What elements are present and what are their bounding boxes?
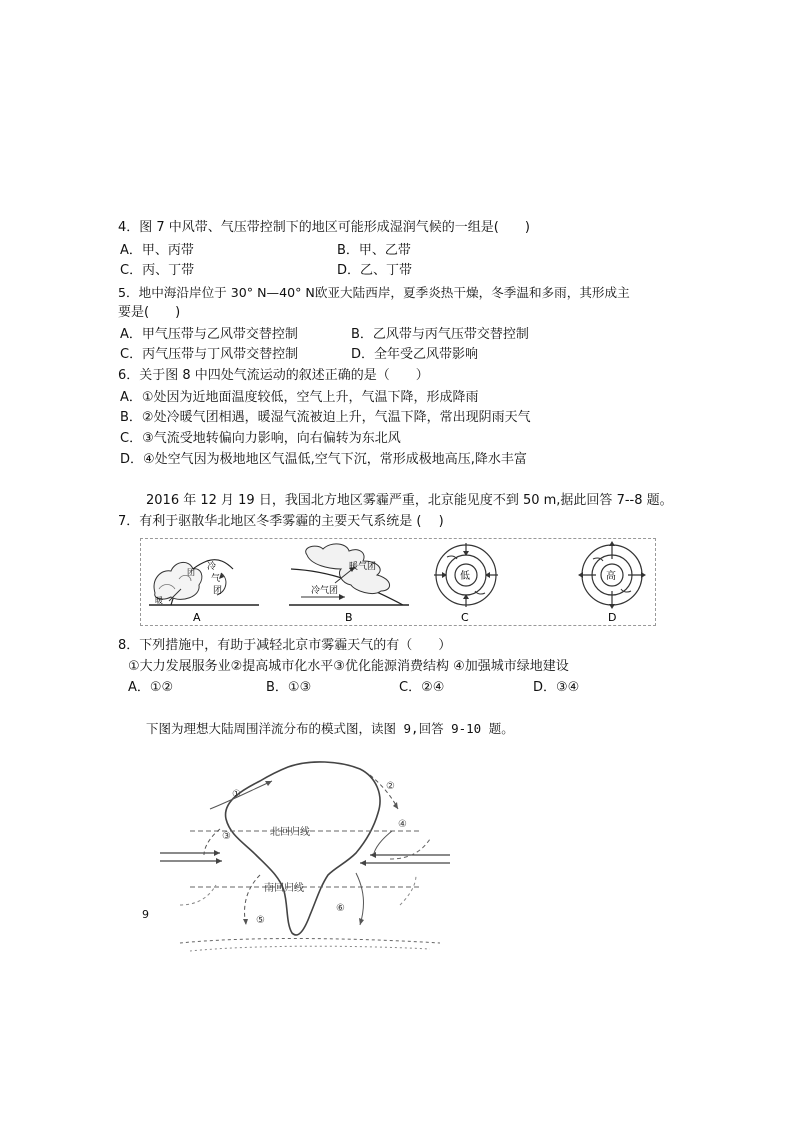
q8-stem: 8．下列措施中，有助于减轻北京市雾霾天气的有（ ） <box>118 638 452 653</box>
q4-stem: 4．图 7 中风带、气压带控制下的地区可能形成湿润气候的一组是( ) <box>118 220 530 235</box>
current-3-path <box>204 829 220 855</box>
ocean-currents-figure <box>160 755 450 955</box>
q4-option-c: C．丙、丁带 <box>120 263 195 278</box>
q8-option-c: C．②④ <box>399 680 445 695</box>
panel-a-cold-front <box>149 560 259 605</box>
figure-9-number: 9 <box>142 908 149 921</box>
q6-option-b: B．②处冷暖气团相遇，暖湿气流被迫上升，气温下降，常出现阴雨天气 <box>120 410 531 425</box>
panel-a-cold-char: 冷 <box>207 562 217 572</box>
q6-option-c: C．③气流受地转偏向力影响，向右偏转为东北风 <box>120 431 401 446</box>
q7-stem: 7．有利于驱散华北地区冬季雾霾的主要天气系统是 ( ) <box>118 514 444 529</box>
intro-9-10: 下图为理想大陆周围洋流分布的模式图，读图 9,回答 9-10 题。 <box>146 721 514 736</box>
panel-a-warm-tuan-char: 团 <box>187 568 195 577</box>
weather-systems-svg <box>141 539 655 625</box>
current-6-label: ⑥ <box>336 903 345 914</box>
panel-a-tuan-char: 团 <box>213 586 223 596</box>
current-3-label: ③ <box>222 831 231 842</box>
current-6-path <box>356 873 363 925</box>
north-tropic-label: 北回归线 <box>270 827 310 838</box>
ocean-currents-svg <box>160 755 450 955</box>
panel-a-qi-char: 气 <box>211 574 221 584</box>
current-1-label: ① <box>232 789 241 800</box>
panel-b-warm-front <box>289 544 409 605</box>
current-4-path <box>374 831 392 853</box>
q5-stem-line2: 要是( ) <box>118 305 181 320</box>
q6-stem: 6．关于图 8 中四处气流运动的叙述正确的是（ ） <box>118 368 429 383</box>
panel-a-label: A <box>193 611 201 624</box>
q8-option-a: A．①② <box>128 680 174 695</box>
q6-option-a: A．①处因为近地面温度较低，空气上升，气温下降，形成降雨 <box>120 390 479 405</box>
q5-stem-line1: 5．地中海沿岸位于 30° N—40° N欧亚大陆西岸，夏季炎热干燥，冬季温和多雨，其形成主 <box>118 285 630 300</box>
q5-option-a: A．甲气压带与乙风带交替控制 <box>120 327 298 342</box>
panel-b-cold-mass: 冷气团 <box>311 586 339 596</box>
q8-option-d: D．③④ <box>533 680 580 695</box>
q5-option-d: D．全年受乙风带影响 <box>351 347 479 362</box>
panel-d-center: 高 <box>606 571 616 582</box>
panel-b-label: B <box>345 611 353 624</box>
q4-option-d: D．乙、丁带 <box>337 263 413 278</box>
q6-option-d: D．④处空气因为极地地区气温低,空气下沉，常形成极地高压,降水丰富 <box>120 452 527 467</box>
panel-c-center: 低 <box>460 571 470 582</box>
current-5-label: ⑤ <box>256 915 265 926</box>
weather-systems-figure <box>140 538 656 626</box>
q5-option-c: C．丙气压带与丁风带交替控制 <box>120 347 299 362</box>
south-tropic-label: 南回归线 <box>264 883 304 894</box>
current-4-label: ④ <box>398 819 407 830</box>
q8-options-line: ①大力发展服务业②提高城市化水平③优化能源消费结构 ④加强城市绿地建设 <box>128 659 569 674</box>
intro-7-8: 2016 年 12 月 19 日，我国北方地区雾霾严重，北京能见度不到 50 m,据此回答 7--8 题。 <box>146 493 673 508</box>
current-2-label: ② <box>386 781 395 792</box>
panel-b-warm-mass: 暖气团 <box>349 562 377 572</box>
q8-option-b: B．①③ <box>266 680 312 695</box>
panel-d-label: D <box>608 611 617 624</box>
q4-option-b: B．甲、乙带 <box>337 243 411 258</box>
panel-c-label: C <box>461 611 469 624</box>
panel-a-warm-char: 暖 <box>155 596 163 605</box>
west-wind-drift <box>180 939 440 944</box>
q4-option-a: A．甲、丙带 <box>120 243 194 258</box>
q5-option-b: B．乙风带与丙气压带交替控制 <box>351 327 529 342</box>
continent-outline <box>226 762 380 935</box>
